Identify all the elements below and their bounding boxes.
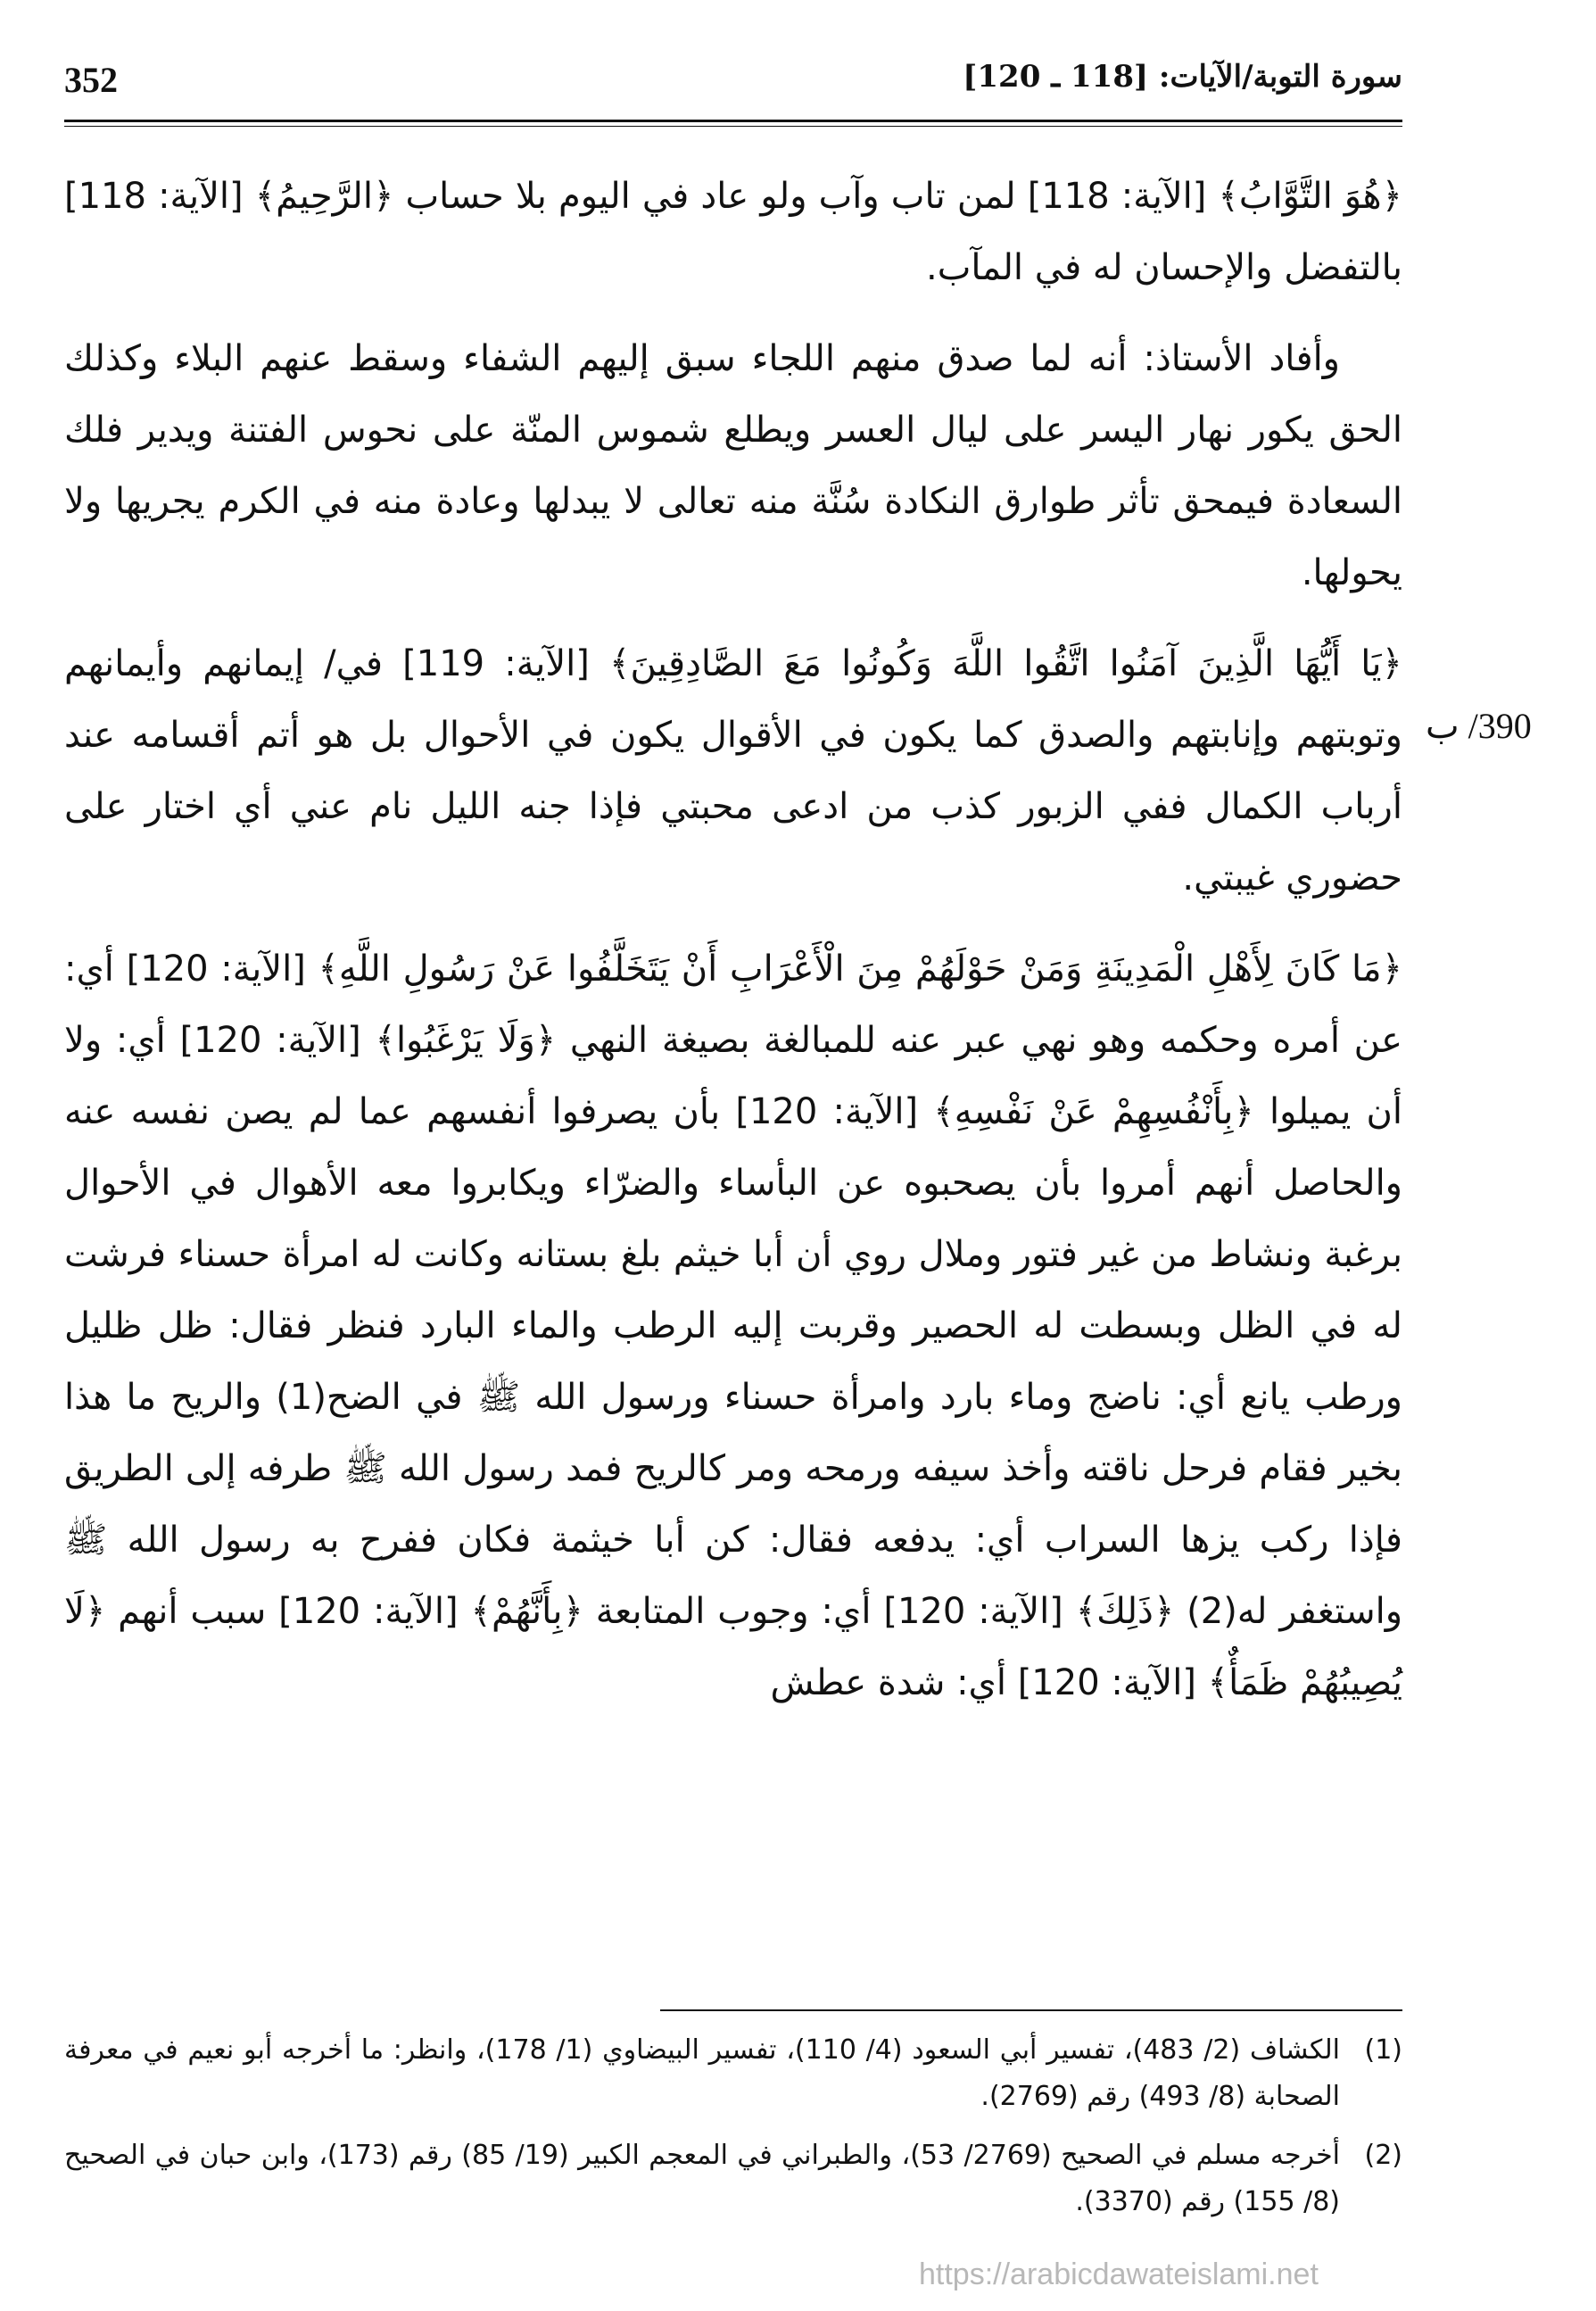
footnote-separator: [660, 2009, 1402, 2011]
footnote-text: الكشاف (2/ 483)، تفسير أبي السعود (4/ 110)، تفسير البيضاوي (1/ 178)، وانظر: ما أخرجه أبو نعيم في معرفة الصحابة (8/ 493) رقم (2769).: [64, 2034, 1340, 2112]
manuscript-folio-note: 390/ ب: [1426, 706, 1532, 746]
paragraph-verse-119: ﴿يَا أَيُّهَا الَّذِينَ آمَنُوا اتَّقُوا اللَّهَ وَكُونُوا مَعَ الصَّادِقِينَ﴾ [الآية: 119] في/ إيمانهم وأيمانهم وتوبتهم وإنابتهم والصدق كما يكون في الأقوال يكون في الأحوال بل هو أتم أقسامه عند أرباب الكمال ففي الزبور كذب من ادعى محبتي فإذا جنه الليل نام عني أي اختار على حضوري غيبتي.: [64, 643, 1402, 899]
watermark-url: https://arabicdawateislami.net: [919, 2257, 1319, 2291]
header-rule: [64, 120, 1402, 122]
footnote-text: أخرجه مسلم في الصحيح (2769/ 53)، والطبراني في المعجم الكبير (19/ 85) رقم (173)، وابن حبان في الصحيح (8/ 155) رقم (3370).: [64, 2140, 1340, 2217]
paragraph-ustadh-commentary: وأفاد الأستاذ: أنه لما صدق منهم اللجاء سبق إليهم الشفاء وسقط عنهم البلاء وكذلك الحق يكور نهار اليسر على ليال العسر ويطلع شموس المنّة على نحوس الفتنة ويدير فلك السعادة فيمحق تأثر طوارق النكادة سُنَّة منه تعالى لا يبدلها وعادة منه في الكرم يجريها ولا يحولها.: [64, 338, 1402, 593]
footnote-1: [64, 2027, 1402, 2120]
main-text: [64, 161, 1402, 1738]
footnote-number: (1): [1364, 2034, 1402, 2066]
footnote-number: (2): [1364, 2140, 1402, 2171]
footnotes: [64, 2027, 1402, 2238]
paragraph-verse-118: ﴿هُوَ التَّوَّابُ﴾ [الآية: 118] لمن تاب وآب ولو عاد في اليوم بلا حساب ﴿الرَّحِيمُ﴾ [الآية: 118] بالتفضل والإحسان له في المآب.: [64, 176, 1402, 288]
footnote-2: [64, 2133, 1402, 2225]
page-number: 352: [64, 60, 118, 100]
running-header: [64, 52, 1402, 114]
running-title: سورة التوبة/الآيات: [118 ـ 120]: [963, 59, 1402, 95]
header-rule-thin: [64, 126, 1402, 127]
paragraph-verse-120: ﴿مَا كَانَ لِأَهْلِ الْمَدِينَةِ وَمَنْ حَوْلَهُمْ مِنَ الْأَعْرَابِ أَنْ يَتَخَلَّفُوا عَنْ رَسُولِ اللَّهِ﴾ [الآية: 120] أي: عن أمره وحكمه وهو نهي عبر عنه للمبالغة بصيغة النهي ﴿وَلَا يَرْغَبُوا﴾ [الآية: 120] أي: ولا أن يميلوا ﴿بِأَنْفُسِهِمْ عَنْ نَفْسِهِ﴾ [الآية: 120] بأن يصرفوا أنفسهم عما لم يصن نفسه عنه والحاصل أنهم أمروا بأن يصحبوه عن البأساء والضرّاء ويكابروا معه الأهوال في الأحوال برغبة ونشاط من غير فتور وملال روي أن أبا خيثم بلغ بستانه وكانت له امرأة حسناء فرشت له في الظل وبسطت له الحصير وقربت إليه الرطب والماء البارد فنظر فقال: ظل ظليل ورطب يانع أي: ناضج وماء بارد وامرأة حسناء ورسول الله ﷺ في الضح(1) والريح ما هذا بخير فقام فرحل ناقته وأخذ سيفه ورمحه ومر كالريح فمد رسول الله ﷺ طرفه إلى الطريق فإذا ركب يزها السراب أي: يدفعه فقال: كن أبا خيثمة فكان ففرح به رسول الله ﷺ واستغفر له(2) ﴿ذَلِكَ﴾ [الآية: 120] أي: وجوب المتابعة ﴿بِأَنَّهُمْ﴾ [الآية: 120] سبب أنهم ﴿لَا يُصِيبُهُمْ ظَمَأٌ﴾ [الآية: 120] أي: شدة عطش: [64, 948, 1403, 1703]
